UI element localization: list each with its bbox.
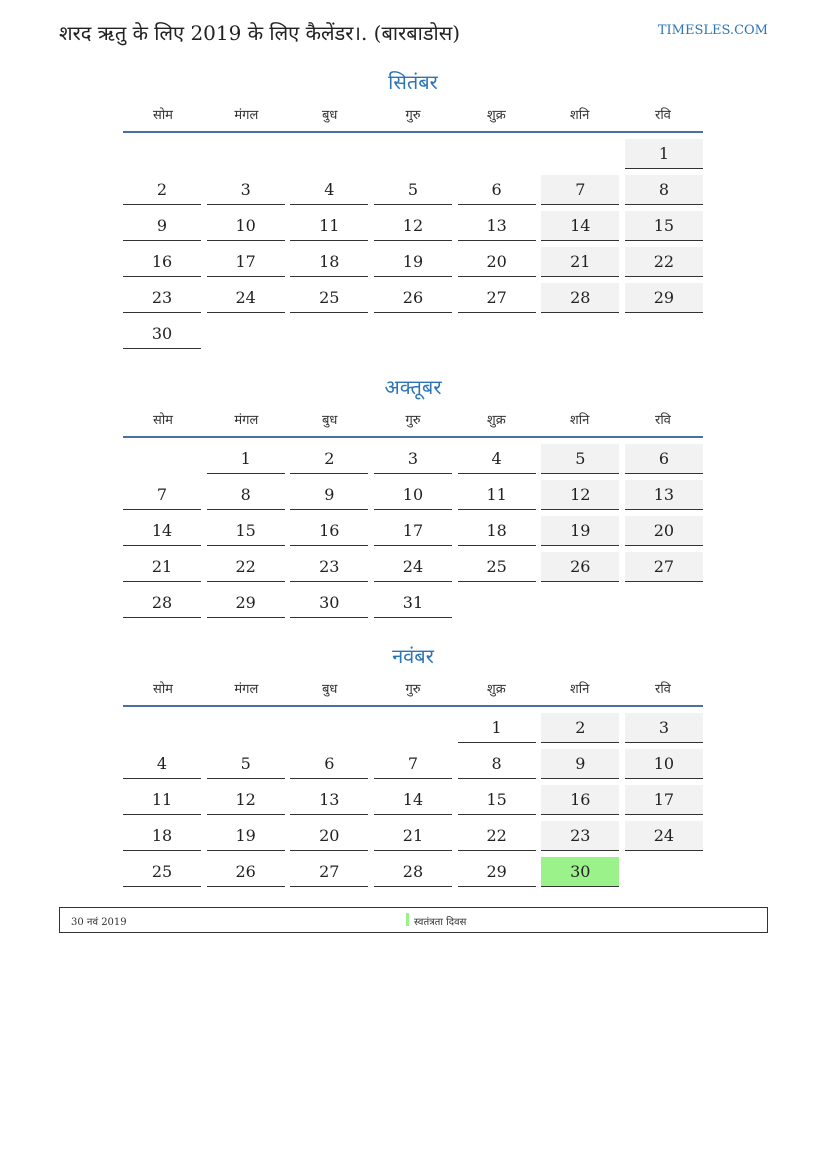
week-row	[123, 247, 703, 277]
day-cell: 22	[625, 247, 703, 277]
weekday-label: बुध	[321, 108, 338, 123]
empty-cell	[290, 319, 368, 349]
day-cell: 17	[625, 785, 703, 815]
day-cell: 1	[625, 139, 703, 169]
day-cell: 9	[123, 211, 201, 241]
day-cell: 3	[625, 713, 703, 743]
day-cell: 4	[123, 749, 201, 779]
day-cell: 23	[290, 552, 368, 582]
legend-date: 30 नवं 2019	[71, 917, 127, 928]
day-grid	[123, 438, 703, 618]
day-cell: 23	[541, 821, 619, 851]
weekday-label: सोम	[153, 413, 173, 428]
day-cell: 1	[207, 444, 285, 474]
day-cell: 28	[123, 588, 201, 618]
day-cell: 17	[207, 247, 285, 277]
day-cell: 7	[374, 749, 452, 779]
day-cell: 4	[290, 175, 368, 205]
day-cell: 26	[541, 552, 619, 582]
week-row	[123, 211, 703, 241]
day-cell: 28	[541, 283, 619, 313]
week-row	[123, 175, 703, 205]
empty-cell	[123, 444, 201, 474]
day-cell: 11	[123, 785, 201, 815]
week-row	[123, 480, 703, 510]
month-name: अक्तूबर	[384, 375, 442, 399]
empty-cell	[374, 139, 452, 169]
week-row	[123, 785, 703, 815]
weekday-header	[123, 97, 703, 133]
empty-cell	[290, 713, 368, 743]
day-cell: 20	[458, 247, 536, 277]
day-cell: 22	[458, 821, 536, 851]
day-cell: 27	[458, 283, 536, 313]
empty-cell	[458, 319, 536, 349]
month-name: नवंबर	[392, 644, 434, 668]
empty-cell	[541, 588, 619, 618]
day-cell: 12	[207, 785, 285, 815]
day-grid	[123, 707, 703, 887]
week-row	[123, 713, 703, 743]
weekday-label: गुरु	[405, 413, 421, 428]
day-cell: 10	[374, 480, 452, 510]
day-cell: 16	[123, 247, 201, 277]
weekday-label: गुरु	[405, 682, 421, 697]
week-row	[123, 857, 703, 887]
day-cell: 1	[458, 713, 536, 743]
day-cell: 16	[290, 516, 368, 546]
day-cell: 6	[290, 749, 368, 779]
day-cell: 11	[290, 211, 368, 241]
week-row	[123, 552, 703, 582]
day-cell: 2	[123, 175, 201, 205]
week-row	[123, 516, 703, 546]
day-cell: 14	[541, 211, 619, 241]
empty-cell	[290, 139, 368, 169]
day-cell: 3	[374, 444, 452, 474]
legend-holiday-name: स्वतंत्रता दिवस	[414, 917, 467, 928]
weekday-label: बुध	[321, 682, 338, 697]
weekday-label: मंगल	[234, 413, 259, 428]
weekday-label: सोम	[153, 682, 173, 697]
day-cell: 8	[207, 480, 285, 510]
month-november	[123, 641, 703, 893]
page-title: शरद ऋतु के लिए 2019 के लिए कैलेंडर।. (बारबाडोस)	[59, 21, 461, 45]
day-cell: 18	[290, 247, 368, 277]
empty-cell	[123, 139, 201, 169]
weekday-label: बुध	[321, 413, 338, 428]
weekday-label: मंगल	[234, 108, 259, 123]
day-cell: 14	[374, 785, 452, 815]
week-row	[123, 319, 703, 349]
day-cell: 26	[374, 283, 452, 313]
day-cell: 5	[374, 175, 452, 205]
day-cell: 28	[374, 857, 452, 887]
day-cell: 12	[541, 480, 619, 510]
day-cell: 12	[374, 211, 452, 241]
empty-cell	[374, 319, 452, 349]
empty-cell	[625, 588, 703, 618]
weekday-label: रवि	[655, 682, 671, 697]
holiday-color-marker	[406, 913, 409, 926]
empty-cell	[625, 319, 703, 349]
day-cell: 15	[458, 785, 536, 815]
day-cell: 19	[374, 247, 452, 277]
empty-cell	[625, 857, 703, 887]
day-cell: 29	[207, 588, 285, 618]
day-cell: 17	[374, 516, 452, 546]
day-cell: 30	[123, 319, 201, 349]
empty-cell	[541, 319, 619, 349]
day-cell: 24	[207, 283, 285, 313]
day-cell: 13	[625, 480, 703, 510]
day-cell: 18	[123, 821, 201, 851]
day-cell: 3	[207, 175, 285, 205]
empty-cell	[541, 139, 619, 169]
empty-cell	[207, 713, 285, 743]
day-cell: 20	[625, 516, 703, 546]
day-cell: 7	[123, 480, 201, 510]
day-cell: 25	[458, 552, 536, 582]
empty-cell	[123, 713, 201, 743]
day-cell: 9	[290, 480, 368, 510]
day-cell: 15	[625, 211, 703, 241]
site-link[interactable]: TIMESLES.COM	[657, 23, 768, 38]
week-row	[123, 283, 703, 313]
day-cell: 11	[458, 480, 536, 510]
empty-cell	[374, 713, 452, 743]
month-name: सितंबर	[388, 70, 438, 94]
day-cell: 18	[458, 516, 536, 546]
week-row	[123, 821, 703, 851]
day-cell: 26	[207, 857, 285, 887]
day-cell: 8	[458, 749, 536, 779]
weekday-label: रवि	[655, 108, 671, 123]
empty-cell	[207, 319, 285, 349]
day-cell: 13	[458, 211, 536, 241]
day-cell: 19	[207, 821, 285, 851]
day-cell: 24	[374, 552, 452, 582]
day-cell: 29	[625, 283, 703, 313]
weekday-label: शुक्र	[486, 108, 506, 123]
holiday-legend	[59, 907, 768, 933]
day-cell: 27	[290, 857, 368, 887]
empty-cell	[458, 139, 536, 169]
day-cell: 6	[458, 175, 536, 205]
day-cell: 31	[374, 588, 452, 618]
day-cell: 21	[123, 552, 201, 582]
day-cell: 4	[458, 444, 536, 474]
day-cell: 15	[207, 516, 285, 546]
weekday-label: गुरु	[405, 108, 421, 123]
day-cell: 13	[290, 785, 368, 815]
empty-cell	[207, 139, 285, 169]
day-grid	[123, 133, 703, 349]
day-cell: 22	[207, 552, 285, 582]
weekday-label: शनि	[569, 108, 590, 123]
day-cell: 25	[123, 857, 201, 887]
day-cell: 29	[458, 857, 536, 887]
weekday-header	[123, 402, 703, 438]
weekday-label: शुक्र	[486, 413, 506, 428]
month-october	[123, 372, 703, 624]
weekday-label: शनि	[569, 682, 590, 697]
day-cell: 9	[541, 749, 619, 779]
day-cell: 21	[541, 247, 619, 277]
day-cell: 16	[541, 785, 619, 815]
day-cell: 19	[541, 516, 619, 546]
week-row	[123, 588, 703, 618]
day-cell: 10	[207, 211, 285, 241]
weekday-label: सोम	[153, 108, 173, 123]
day-cell: 23	[123, 283, 201, 313]
day-cell: 30	[290, 588, 368, 618]
weekday-label: रवि	[655, 413, 671, 428]
weekday-header	[123, 671, 703, 707]
day-cell: 27	[625, 552, 703, 582]
day-cell: 14	[123, 516, 201, 546]
day-cell: 2	[541, 713, 619, 743]
day-cell: 30	[541, 857, 619, 887]
day-cell: 24	[625, 821, 703, 851]
day-cell: 21	[374, 821, 452, 851]
day-cell: 8	[625, 175, 703, 205]
weekday-label: शुक्र	[486, 682, 506, 697]
day-cell: 10	[625, 749, 703, 779]
weekday-label: शनि	[569, 413, 590, 428]
week-row	[123, 444, 703, 474]
day-cell: 25	[290, 283, 368, 313]
week-row	[123, 749, 703, 779]
day-cell: 6	[625, 444, 703, 474]
month-september	[123, 67, 703, 355]
day-cell: 2	[290, 444, 368, 474]
weekday-label: मंगल	[234, 682, 259, 697]
day-cell: 5	[541, 444, 619, 474]
day-cell: 5	[207, 749, 285, 779]
empty-cell	[458, 588, 536, 618]
week-row	[123, 139, 703, 169]
day-cell: 20	[290, 821, 368, 851]
day-cell: 7	[541, 175, 619, 205]
